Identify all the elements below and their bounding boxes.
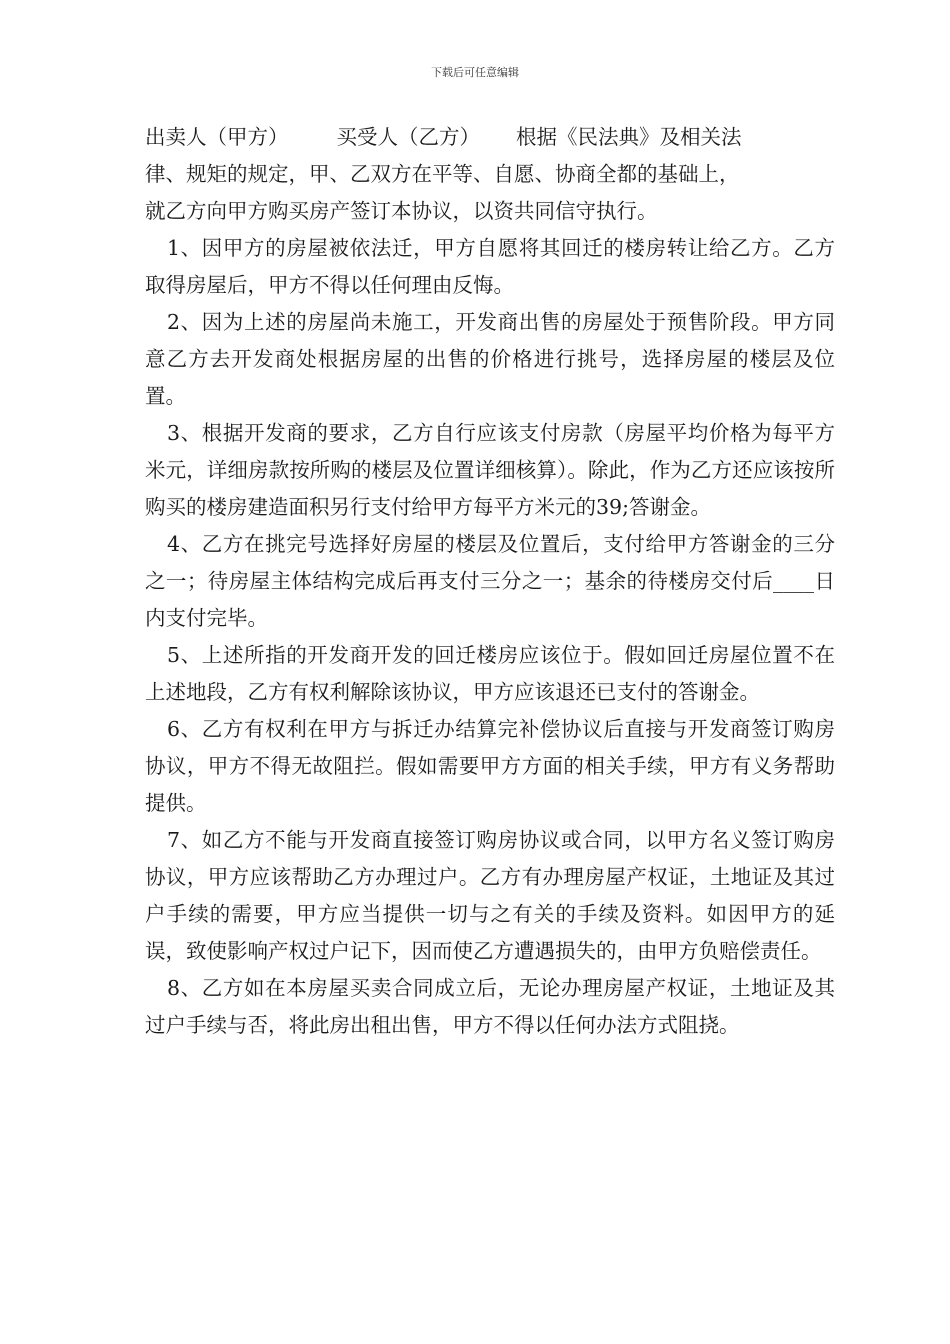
clause-5: 5、上述所指的开发商开发的回迁楼房应该位于。假如回迁房屋位置不在上述地段，乙方有权利解除该协议，甲方应该退还已支付的答谢金。: [145, 643, 835, 704]
intro-paragraph: [145, 119, 835, 230]
intro-line-1: [145, 119, 835, 156]
seller-label: 出卖人（甲方）: [145, 125, 289, 149]
clause-4: 4、乙方在挑完号选择好房屋的楼层及位置后，支付给甲方答谢金的三分之一；待房屋主体结构完成后再支付三分之一；基余的待楼房交付后____日内支付完毕。: [145, 532, 835, 630]
buyer-label: 买受人（乙方）: [336, 125, 480, 149]
intro-line-2: 律、规矩的规定，甲、乙双方在平等、自愿、协商全都的基础上，: [145, 162, 740, 186]
clause-1: 1、因甲方的房屋被依法迁，甲方自愿将其回迁的楼房转让给乙方。乙方取得房屋后，甲方不得以任何理由反悔。: [145, 236, 835, 297]
intro-line-1-rest: 根据《民法典》及相关法: [516, 125, 742, 149]
clause-8: 8、乙方如在本房屋买卖合同成立后，无论办理房屋产权证，土地证及其过户手续与否，将此房出租出售，甲方不得以任何办法方式阻挠。: [145, 976, 835, 1037]
clause-7: 7、如乙方不能与开发商直接签订购房协议或合同，以甲方名义签订购房协议，甲方应该帮助乙方办理过户。乙方有办理房屋产权证，土地证及其过户手续的需要，甲方应当提供一切与之有关的手续及资料。如因甲方的延误，致使影响产权过户记下，因而使乙方遭遇损失的，由甲方负赔偿责任。: [145, 828, 835, 963]
clause-3: 3、根据开发商的要求，乙方自行应该支付房款（房屋平均价格为每平方米元，详细房款按所购的楼层及位置详细核算）。除此，作为乙方还应该按所购买的楼房建造面积另行支付给甲方每平方米元的39;答谢金。: [145, 421, 835, 519]
intro-line-3: 就乙方向甲方购买房产签订本协议，以资共同信守执行。: [145, 199, 658, 223]
clause-2: 2、因为上述的房屋尚未施工，开发商出售的房屋处于预售阶段。甲方同意乙方去开发商处根据房屋的出售的价格进行挑号，选择房屋的楼层及位置。: [145, 310, 835, 408]
document-body: [145, 119, 835, 1044]
header-note: 下载后可任意编辑: [431, 66, 519, 79]
clause-6: 6、乙方有权利在甲方与拆迁办结算完补偿协议后直接与开发商签订购房协议，甲方不得无故阻拦。假如需要甲方方面的相关手续，甲方有义务帮助提供。: [145, 717, 835, 815]
